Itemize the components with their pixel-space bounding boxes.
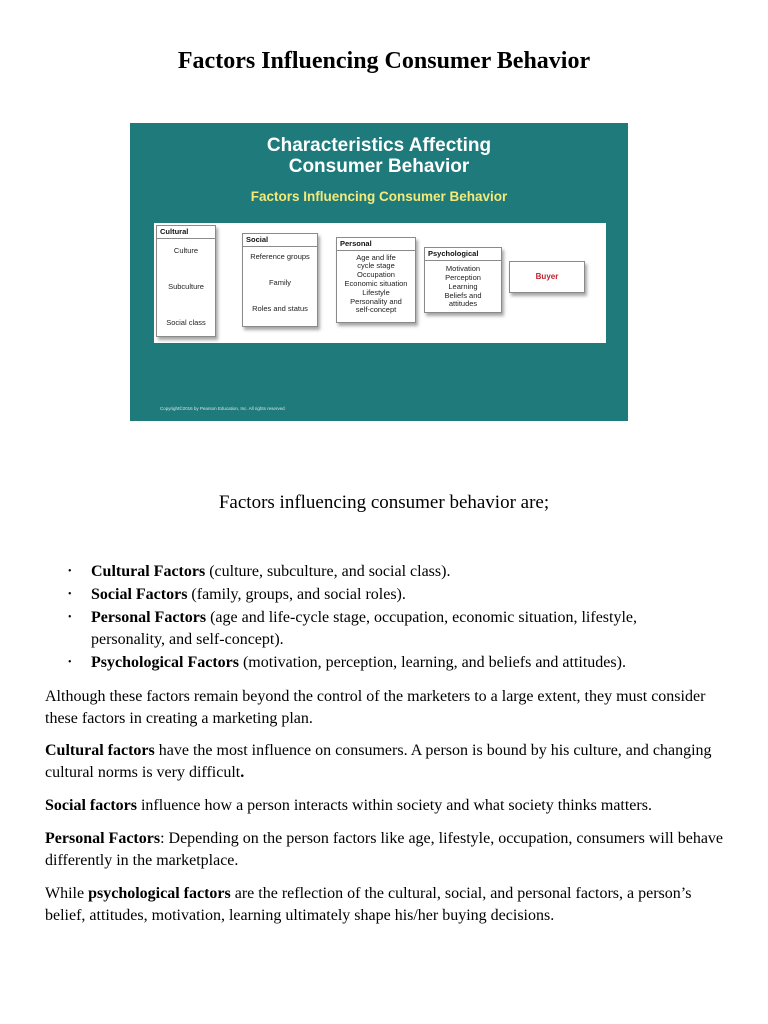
factors-bullet-list (68, 561, 708, 675)
document-title: Factors Influencing Consumer Behavior (177, 48, 591, 74)
paragraph-text: Although these factors remain beyond the control of the marketers to a large extent, they must consider these factors in creating a marketing plan. (45, 688, 706, 727)
slide-title (130, 135, 628, 177)
paragraph-term: psychological factors (88, 885, 231, 902)
factors-diagram (154, 223, 606, 343)
personal-item: Personality and (350, 297, 402, 306)
buyer-box: Buyer (509, 261, 585, 293)
social-item: Family (268, 278, 292, 287)
personal-item: Age and life (356, 253, 396, 262)
personal-box (336, 237, 416, 323)
paragraph-term: Cultural factors (45, 742, 155, 759)
bullet-icon: • (68, 589, 72, 600)
personal-box-heading: Personal (337, 238, 415, 251)
personal-item: cycle stage (357, 261, 395, 270)
social-box-heading: Social (243, 234, 317, 247)
cultural-item: Social class (166, 318, 206, 327)
bullet-term: Cultural Factors (91, 563, 206, 580)
bullet-text: (culture, subculture, and social class). (205, 563, 451, 580)
psychological-box-heading: Psychological (425, 248, 501, 261)
bullet-icon: • (68, 612, 72, 623)
paragraph-social (45, 795, 735, 817)
list-item (68, 607, 708, 651)
personal-item: Occupation (357, 270, 395, 279)
section-heading: Factors influencing consumer behavior are; (218, 492, 550, 513)
psychological-item: attitudes (448, 299, 478, 308)
bullet-term: Personal Factors (91, 609, 207, 626)
paragraph-text: have the most influence on consumers. A person is bound by his culture, and changing cultural norms is very difficult (45, 742, 712, 781)
slide-image (130, 123, 628, 421)
paragraph-text: : Depending on the person factors like age, lifestyle, occupation, consumers will behave differently in the marketplace. (45, 830, 724, 869)
paragraph-marketing-control (45, 686, 735, 730)
cultural-box-heading: Cultural (157, 226, 215, 239)
slide-copyright: Copyright©2016 by Pearson Education, Inc. All rights reserved (160, 406, 285, 411)
bullet-term: Social Factors (91, 586, 188, 603)
paragraph-psychological (45, 883, 735, 927)
list-item (68, 561, 708, 583)
personal-item: self-concept (355, 305, 397, 314)
personal-item: Lifestyle (362, 288, 390, 297)
list-item (68, 652, 708, 674)
paragraph-end-mark: . (240, 764, 245, 781)
slide-title-line-2: Consumer Behavior (288, 156, 470, 177)
cultural-item: Subculture (168, 282, 204, 291)
paragraph-term: Personal Factors (45, 830, 161, 847)
psychological-box (424, 247, 502, 313)
bullet-term: Psychological Factors (91, 654, 239, 671)
slide-title-line-1: Characteristics Affecting (266, 135, 492, 156)
paragraph-personal (45, 828, 735, 872)
psychological-item: Beliefs and (444, 291, 482, 300)
paragraph-term: Social factors (45, 797, 137, 814)
psychological-item: Motivation (445, 264, 481, 273)
social-box (242, 233, 318, 327)
paragraph-text: influence how a person interacts within society and what society thinks matters. (136, 797, 652, 814)
bullet-text: (family, groups, and social roles). (187, 586, 406, 603)
paragraph-cultural (45, 740, 735, 784)
list-item (68, 584, 708, 606)
social-item: Reference groups (250, 252, 310, 261)
paragraph-text: are the reflection of the cultural, social, and personal factors, a person’s belief, attitudes, motivation, learning ultimately shape his/her buying decisions. (45, 885, 692, 924)
personal-item: Economic situation (344, 279, 408, 288)
psychological-item: Perception (445, 273, 481, 282)
psychological-item: Learning (448, 282, 478, 291)
bullet-icon: • (68, 566, 72, 577)
bullet-text: (motivation, perception, learning, and beliefs and attitudes). (238, 654, 626, 671)
cultural-item: Culture (173, 246, 199, 255)
cultural-box (156, 225, 216, 337)
bullet-text: (age and life-cycle stage, occupation, economic situation, lifestyle, personality, and self-concept). (91, 609, 638, 648)
paragraph-lead: While (45, 885, 89, 902)
slide-subtitle: Factors Influencing Consumer Behavior (250, 189, 508, 204)
social-item: Roles and status (252, 304, 308, 313)
bullet-icon: • (68, 657, 72, 668)
